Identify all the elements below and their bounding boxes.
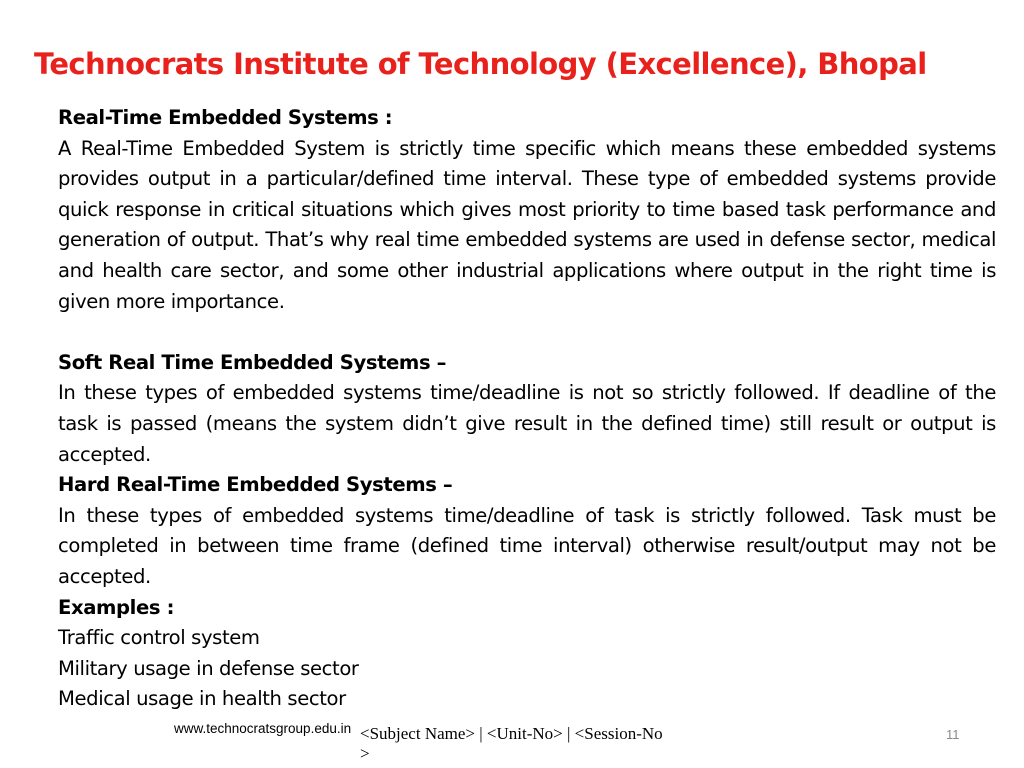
footer-subject-placeholder: <Subject Name> | <Unit-No> | <Session-No>	[360, 724, 663, 763]
section-body-real-time: A Real-Time Embedded System is strictly time specific which means these embedded systems provides output in a particular/defined time interval. These type of embedded systems provide quick response in critical situations which gives most priority to time based task performance and generation of output. That’s why real time embedded systems are used in defense sector, medical and health care sector, and some other industrial applications where output in the right time is given more importance.	[58, 136, 996, 313]
slide-title: Technocrats Institute of Technology (Excellence), Bhopal	[34, 47, 927, 81]
section-body-soft-real-time: In these types of embedded systems time/deadline is not so strictly followed. If deadline of the task is passed (means the system didn’t give result in the defined time) still result or output is accepted.	[58, 381, 996, 466]
section-body-hard-real-time: In these types of embedded systems time/deadline of task is strictly followed. Task must be completed in between time frame (defined time interval) otherwise result/output may not be accepted.	[58, 503, 996, 588]
section-heading-real-time: Real-Time Embedded Systems :	[58, 106, 393, 129]
section-heading-hard-real-time: Hard Real-Time Embedded Systems –	[58, 473, 453, 497]
example-item: Traffic control system	[58, 626, 260, 650]
footer-website-url: www.technocratsgroup.edu.in	[174, 721, 352, 736]
section-heading-examples: Examples :	[58, 595, 175, 619]
slide-content	[58, 103, 996, 715]
example-item: Medical usage in health sector	[58, 687, 346, 711]
section-heading-soft-real-time: Soft Real Time Embedded Systems –	[58, 350, 447, 374]
example-item: Military usage in defense sector	[58, 656, 359, 680]
slide-page-number: 11	[946, 727, 960, 742]
paragraph-spacer	[58, 317, 996, 348]
